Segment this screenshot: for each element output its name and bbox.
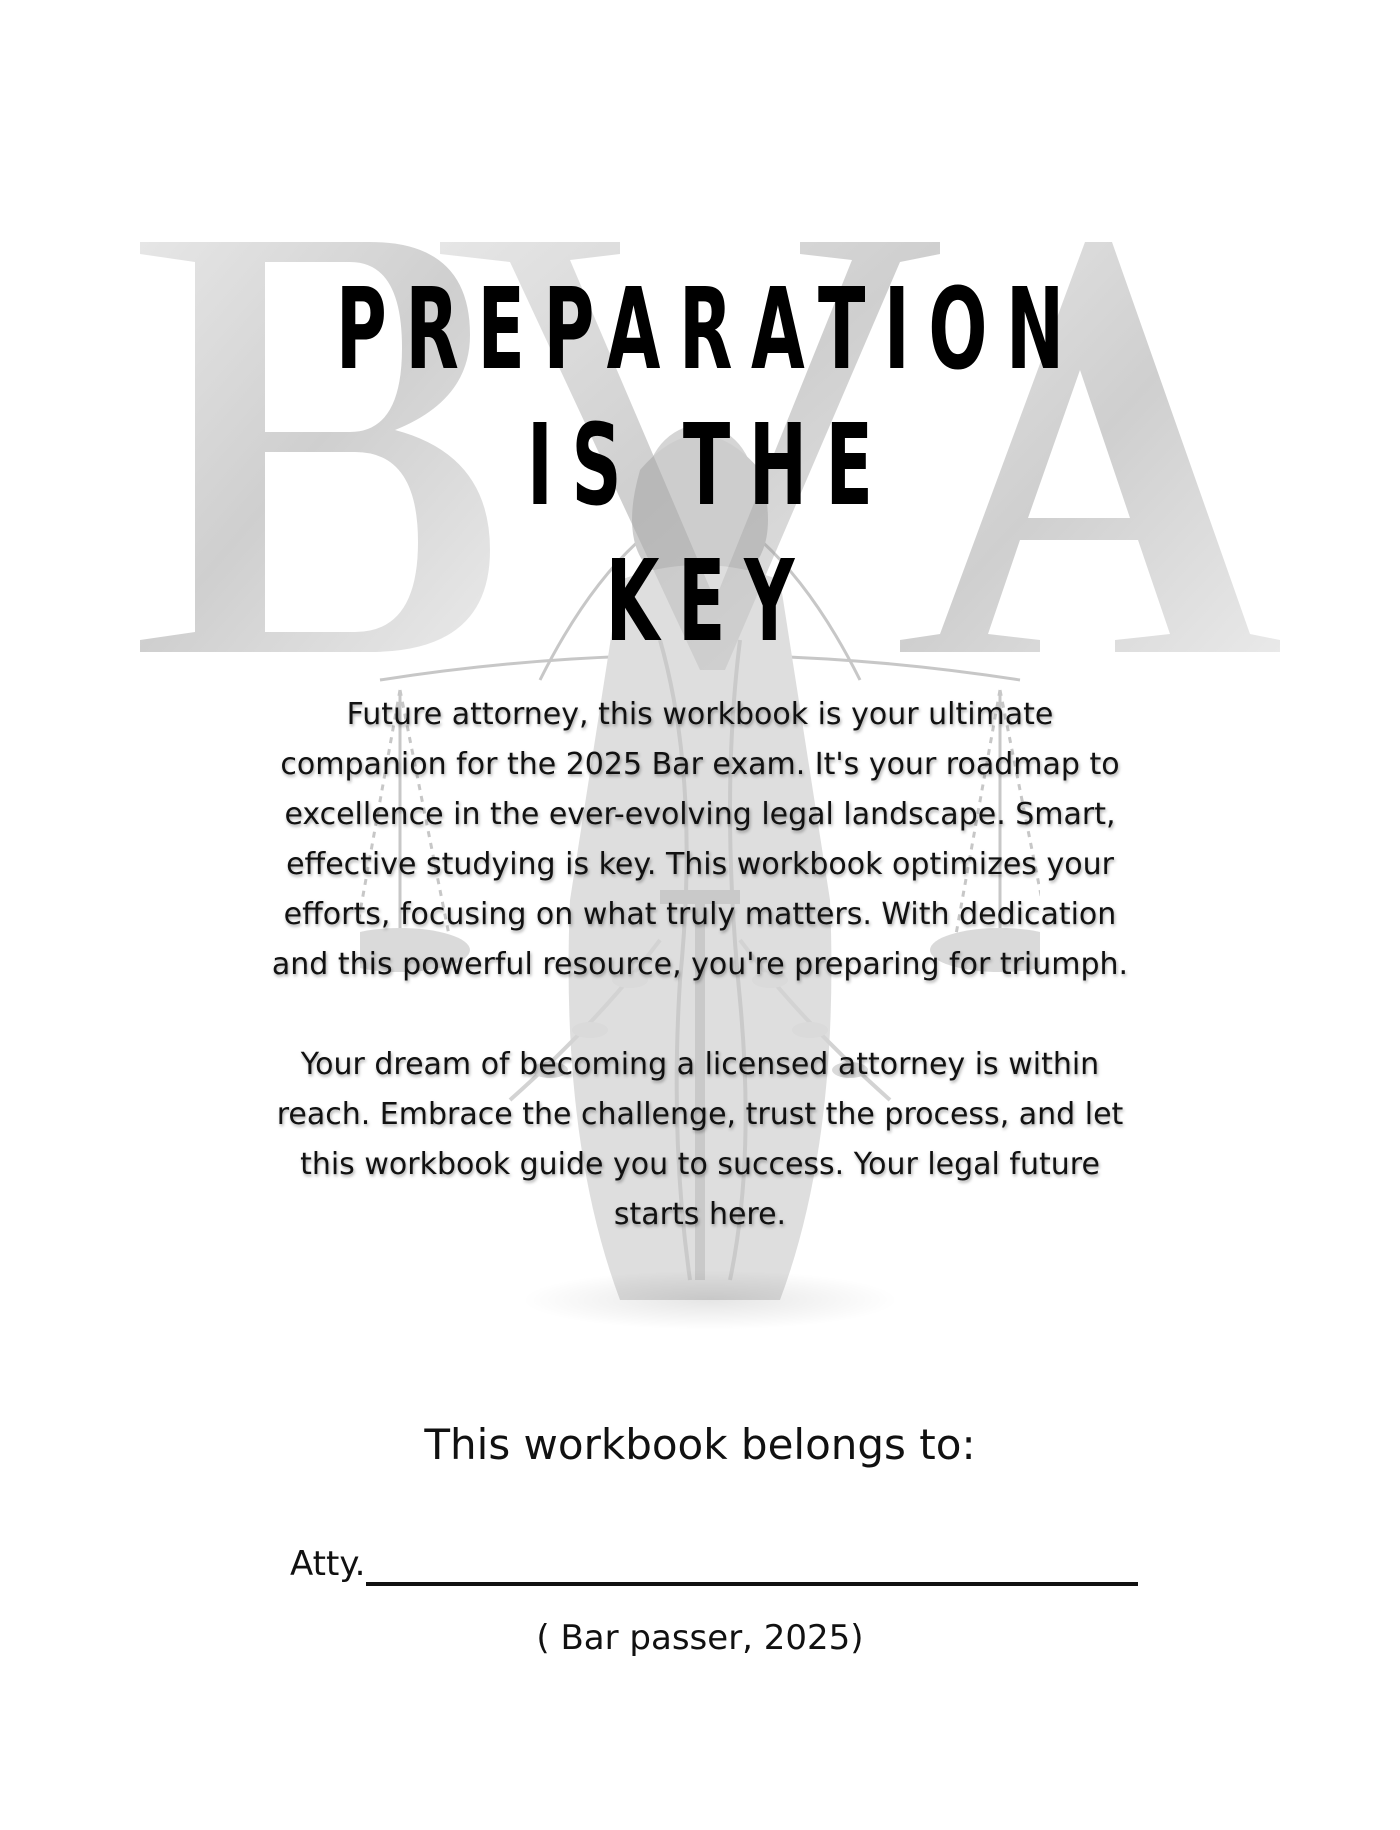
intro-text <box>270 690 1130 1240</box>
headline-line-2: IS THE <box>527 401 892 531</box>
atty-name-field <box>290 1538 1140 1598</box>
intro-paragraph-2: Your dream of becoming a licensed attorney is within reach. Embrace the challenge, trust the process, and let this workbook guide you to success. Your legal future starts here. <box>276 1047 1124 1232</box>
atty-label: Atty. <box>290 1544 366 1584</box>
headline-line-3: KEY <box>605 537 813 667</box>
belongs-to-heading: This workbook belongs to: <box>424 1420 976 1469</box>
headline-line-1: PREPARATION <box>335 265 1083 395</box>
name-blank-line <box>366 1582 1138 1586</box>
figure-shadow <box>520 1270 900 1330</box>
cover-headline <box>266 262 1134 670</box>
intro-paragraph-1: Future attorney, this workbook is your ultimate companion for the 2025 Bar exam. It's your roadmap to excellence in the ever-evolving legal landscape. Smart, effective studying is key. This workbook optimizes your efforts, focusing on what truly matters. With dedication and this powerful resource, you're preparing for triumph. <box>271 697 1129 982</box>
bar-passer-caption: ( Bar passer, 2025) <box>536 1618 864 1658</box>
